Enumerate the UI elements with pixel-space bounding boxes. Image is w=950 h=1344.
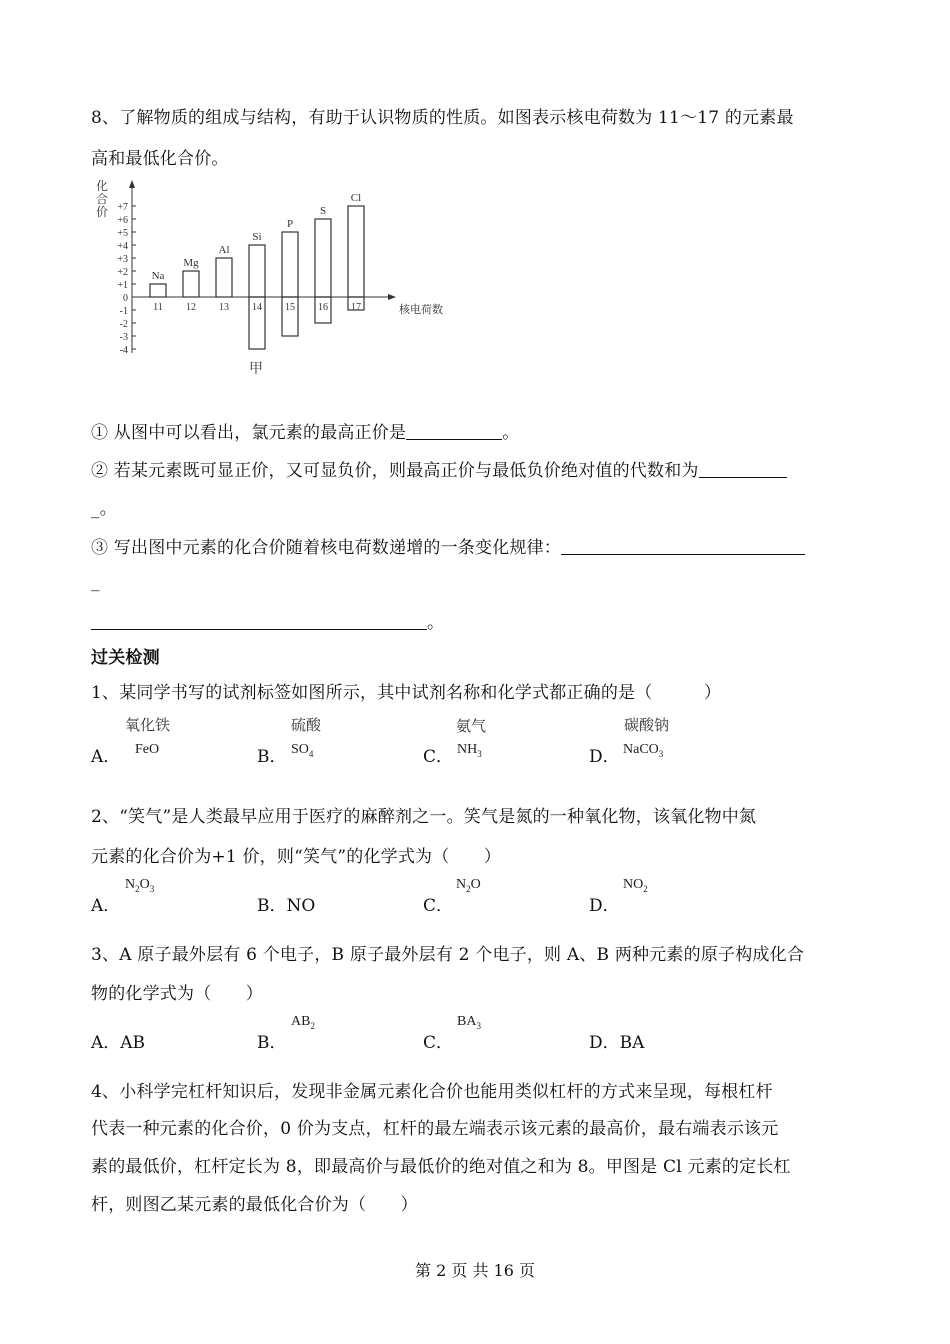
q8-sub2-cont: _。 [91,499,117,519]
chart-bar-positive [348,206,364,297]
chart-y-tick-label: -4 [119,345,128,356]
q3-formula-c: $BA_3$ [457,1014,481,1031]
chart-element-label: S [319,205,327,217]
chart-y-tick-label: +3 [117,254,128,265]
chart-x-tick-label: 11 [153,302,163,313]
chart-y-tick-label: +2 [117,267,128,278]
q3-option-d[interactable]: D．BA [589,1033,645,1053]
q8-sub3-end: 。 [427,613,445,633]
q1-option-a-letter: A． [91,747,121,767]
q1-formula-c: $NH_3$ [457,742,482,759]
q4-stem-line2: 代表一种元素的化合价，0 价为支点，杠杆的最左端表示该元素的最高价，最右端表示该元 [91,1119,779,1139]
section-title: 过关检测 [91,648,160,668]
chart-bar-positive [315,219,331,297]
q1-formula-b: $SO_4$ [291,742,314,759]
chart-x-tick-label: 14 [252,302,262,313]
q8-sub3-blank2[interactable] [91,613,427,630]
q1-formula-a: FeO [135,742,160,757]
chart-bar-positive [150,284,166,297]
chart-element-label: Na [151,270,165,282]
chart-y-tick-label: +5 [117,228,128,239]
chart-y-tick-label: -3 [119,332,128,343]
q1-label-d: 碳酸钠 [624,716,670,734]
chart-caption: 甲 [249,361,263,377]
q3-stem-line1: 3、A 原子最外层有 6 个电子，B 原子最外层有 2 个电子，则 A、B 两种元素的原子构成化合 [91,945,805,965]
q1-option-d[interactable] [589,742,620,767]
valence-chart [88,176,448,376]
q8-sub1-blank[interactable] [406,423,502,440]
q8-sub3-line3 [91,608,444,633]
chart-y-tick-label: +7 [117,202,128,213]
q4-stem-line3: 素的最低价，杠杆定长为 8，即最高价与最低价的绝对值之和为 8。甲图是 Cl 元素的定长杠 [91,1157,791,1177]
q1-option-c-letter: C． [423,747,454,767]
chart-element-label: Mg [183,257,199,269]
q8-sub2-blank[interactable] [699,461,787,478]
q8-sub2-text: ② 若某元素既可显正价，又可显负价，则最高正价与最低负价绝对值的代数和为 [91,461,699,481]
chart-ylabel-3: 价 [96,205,109,219]
q8-sub3-cont: _ [91,572,100,592]
q4-stem-line4: 杆，则图乙某元素的最低化合价为（ ） [91,1195,418,1215]
chart-y-tick-label: 0 [123,293,128,304]
chart-ylabel-1: 化 [96,179,109,193]
q2-option-d[interactable]: D． [589,896,620,916]
q2-option-b[interactable]: B．NO [257,896,316,916]
chart-x-tick-label: 17 [351,302,361,313]
q3-formula-b: $AB_2$ [291,1014,315,1031]
q2-stem-line2: 元素的化合价为+1 价，则“笑气”的化学式为（ ） [91,847,502,867]
chart-xlabel: 核电荷数 [399,304,443,316]
q1-label-a: 氧化铁 [125,716,171,734]
chart-x-tick-label: 12 [186,302,196,313]
q3-option-a[interactable]: A．AB [91,1033,146,1053]
q2-stem-line1: 2、“笑气”是人类最早应用于医疗的麻醉剂之一。笑气是氮的一种氧化物，该氧化物中氮 [91,807,757,827]
q2-option-a[interactable]: A． [91,896,121,916]
q1-option-b-letter: B． [257,747,287,767]
q3-stem-line2: 物的化学式为（ ） [91,984,263,1004]
q3-option-c[interactable]: C． [423,1033,454,1053]
chart-element-label: P [286,218,294,230]
q8-sub3-text: ③ 写出图中元素的化合价随着核电荷数递增的一条变化规律： [91,538,562,558]
chart-y-tick-label: -2 [119,319,128,330]
q1-option-c[interactable] [423,742,453,767]
q1-option-d-letter: D． [589,747,620,767]
q8-sub1-end: 。 [502,423,520,443]
q1-formula-d: NaCO$_3$ [623,742,664,759]
chart-bar-positive [249,245,265,297]
chart-y-tick-label: +1 [117,280,128,291]
q8-stem-line2: 高和最低化合价。 [91,149,229,169]
q4-stem-line1: 4、小科学完杠杆知识后，发现非金属元素化合价也能用类似杠杆的方式来呈现，每根杠杆 [91,1082,773,1102]
q1-label-b: 硫酸 [291,716,322,734]
chart-bar-positive [183,271,199,297]
q1-option-a[interactable] [91,742,120,767]
chart-x-tick-label: 16 [318,302,328,313]
q1-label-c: 氨气 [456,717,487,735]
q2-formula-a: $N_2O_3$ [125,877,155,894]
q3-option-b[interactable]: B． [257,1033,287,1053]
q2-option-c[interactable]: C． [423,896,454,916]
q1-option-b[interactable] [257,742,287,767]
chart-y-axis-arrow [129,180,135,188]
q2-formula-c: $N_2O$ [456,877,481,894]
chart-x-axis-arrow [388,294,396,300]
chart-bar-positive [282,232,298,297]
chart-element-label: Cl [350,192,362,204]
chart-y-tick-label: +6 [117,215,128,226]
chart-x-tick-label: 15 [285,302,295,313]
q8-stem-line1: 8、了解物质的组成与结构，有助于认识物质的性质。如图表示核电荷数为 11～17 的元素最 [91,108,794,128]
chart-element-label: Al [218,244,230,256]
chart-bar-positive [216,258,232,297]
chart-y-tick-label: -1 [119,306,128,317]
chart-x-tick-label: 13 [219,302,229,313]
q8-sub3 [91,533,805,558]
q8-sub2 [91,456,787,481]
page-footer: 第 2 页 共 16 页 [415,1261,535,1280]
q1-stem: 1、某同学书写的试剂标签如图所示，其中试剂名称和化学式都正确的是（ ） [91,683,722,703]
chart-element-label: Si [252,231,262,243]
q2-formula-d: $NO_2$ [623,877,648,894]
chart-y-tick-label: +4 [117,241,128,252]
q8-sub1 [91,418,519,443]
q8-sub3-blank[interactable] [561,538,805,555]
q8-sub1-text: ① 从图中可以看出，氯元素的最高正价是 [91,423,407,443]
chart-ylabel-2: 合 [96,192,109,206]
